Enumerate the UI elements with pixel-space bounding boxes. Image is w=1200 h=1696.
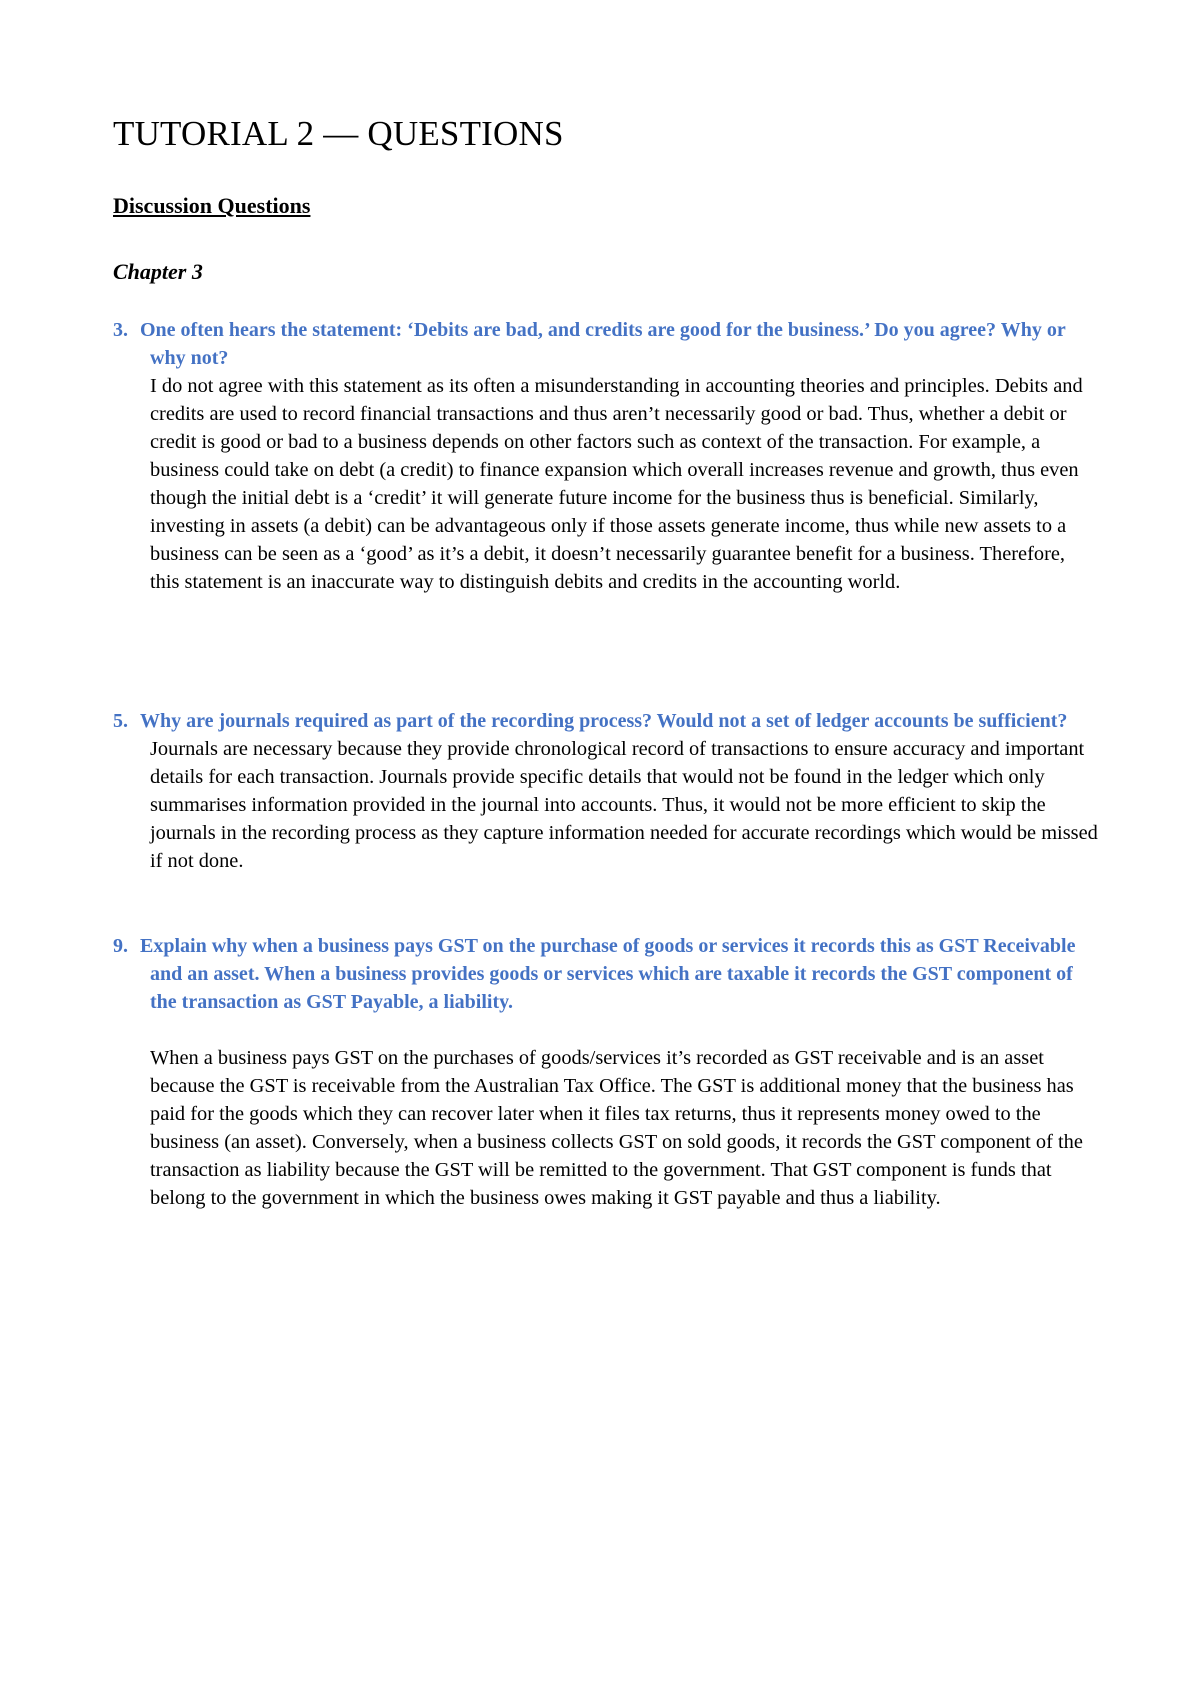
- question-block-9: [113, 932, 1098, 1212]
- question-body: Explain why when a business pays GST on the purchase of goods or services it records this as GST Receivable and an asset. When a business provides goods or services which are taxable it records the GST component of the transaction as GST Payable, a liability.: [140, 935, 1076, 1013]
- answer-text: I do not agree with this statement as its often a misunderstanding in accounting theories and principles. Debits and credits are used to record financial transactions and thus aren’t necessarily good or bad. Thus, whether a debit or credit is good or bad to a business depends on other factors such as context of the transaction. For example, a business could take on debt (a credit) to finance expansion which overall increases revenue and growth, thus even though the initial debt is a ‘credit’ it will generate future income for the business thus is beneficial. Similarly, investing in assets (a debit) can be advantageous only if those assets generate income, thus while new assets to a business can be seen as a ‘good’ as it’s a debit, it doesn’t necessarily guarantee benefit for a business. Therefore, this statement is an inaccurate way to distinguish debits and credits in the accounting world.: [150, 375, 1083, 593]
- question-text: [113, 707, 1098, 735]
- question-body: One often hears the statement: ‘Debits are bad, and credits are good for the business.’ Do you agree? Why or why not?: [140, 319, 1066, 369]
- section-heading: Discussion Questions: [113, 193, 311, 218]
- question-number: 3.: [113, 319, 128, 341]
- question-block-3: [113, 316, 1098, 596]
- document-title: TUTORIAL 2 — QUESTIONS: [113, 114, 564, 153]
- answer-text: Journals are necessary because they provide chronological record of transactions to ensure accuracy and important details for each transaction. Journals provide specific details that would not be found in the ledger which only summarises information provided in the journal into accounts. Thus, it would not be more efficient to skip the journals in the recording process as they capture information needed for accurate recordings which would be missed if not done.: [150, 738, 1098, 872]
- answer-text: When a business pays GST on the purchases of goods/services it’s recorded as GST receivable and is an asset because the GST is receivable from the Australian Tax Office. The GST is additional money that the business has paid for the goods which they can recover later when it files tax returns, thus it represents money owed to the business (an asset). Conversely, when a business collects GST on sold goods, it records the GST component of the transaction as liability because the GST will be remitted to the government. That GST component is funds that belong to the government in which the business owes making it GST payable and thus a liability.: [150, 1047, 1083, 1209]
- question-text: [113, 932, 1098, 1016]
- question-number: 9.: [113, 935, 128, 957]
- chapter-heading: Chapter 3: [113, 259, 203, 284]
- question-text: [113, 316, 1098, 372]
- question-body: Why are journals required as part of the recording process? Would not a set of ledger accounts be sufficient?: [140, 710, 1068, 732]
- question-number: 5.: [113, 710, 128, 732]
- question-block-5: [113, 707, 1098, 875]
